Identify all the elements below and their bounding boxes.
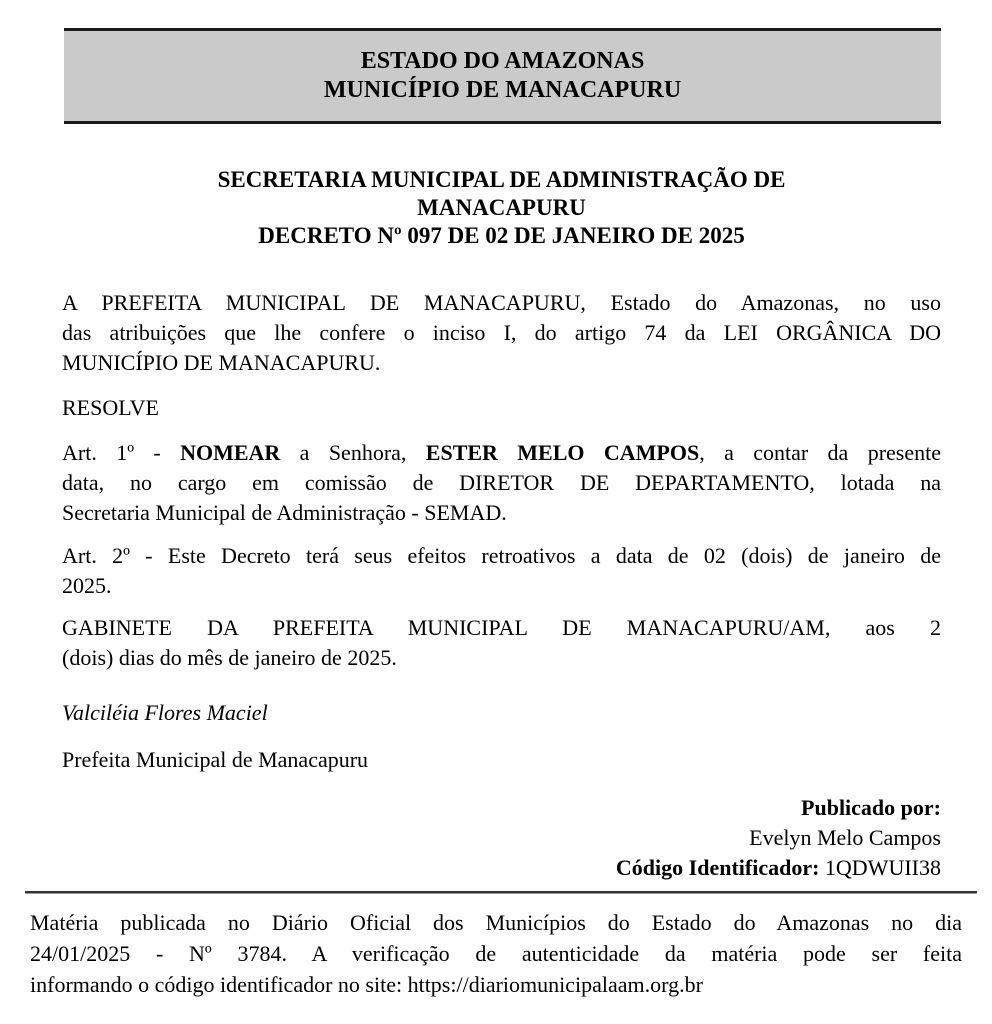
gabinete-paragraph: [62, 613, 941, 673]
decree-title-line: DECRETO Nº 097 DE 02 DE JANEIRO DE 2025: [258, 223, 745, 248]
publication-notice-line: 24/01/2025 - Nº 3784. A verificação de autenticidade da matéria pode ser feita: [30, 941, 962, 966]
appointee-name-bold: ESTER MELO CAMPOS: [425, 440, 700, 465]
signatory-name: Valciléia Flores Maciel: [62, 700, 268, 725]
publication-notice: [30, 907, 962, 1000]
article-1-prefix: Art. 1º -: [62, 440, 181, 465]
article-1-middle: a Senhora,: [280, 440, 426, 465]
decree-title: [62, 166, 941, 250]
published-by-label: Publicado por:: [801, 795, 941, 820]
article-1-line: Secretaria Municipal de Administração - SEMAD.: [62, 500, 507, 525]
municipality-name: MUNICÍPIO DE MANACAPURU: [323, 77, 682, 103]
article-1-suffix: , a contar da presente: [699, 440, 941, 465]
gabinete-line: (dois) dias do mês de janeiro de 2025.: [62, 645, 397, 670]
article-2-paragraph: [62, 541, 941, 601]
article-1-line: data, no cargo em comissão de DIRETOR DE DEPARTAMENTO, lotada na: [62, 470, 941, 495]
article-1-nomear-bold: NOMEAR: [180, 440, 281, 465]
signatory-role: Prefeita Municipal de Manacapuru: [62, 747, 369, 772]
article-1-paragraph: [62, 438, 941, 528]
decree-title-line: MANACAPURU: [417, 195, 586, 220]
preamble-line: MUNICÍPIO DE MANACAPURU.: [62, 350, 381, 375]
article-2-line: 2025.: [62, 573, 112, 598]
publication-notice-line: informando o código identificador no site: https://diariomunicipalaam.org.br: [30, 972, 703, 997]
decree-body: [62, 166, 941, 883]
identifier-code-line: [62, 853, 941, 883]
footer-divider: [25, 891, 977, 894]
article-1-line: [62, 438, 941, 468]
resolve-word: RESOLVE: [62, 395, 159, 420]
publication-info: [62, 793, 941, 883]
preamble-line: das atribuições que lhe confere o inciso I, do artigo 74 da LEI ORGÂNICA DO: [62, 320, 941, 345]
state-name: ESTADO DO AMAZONAS: [360, 48, 645, 74]
preamble-paragraph: [62, 288, 941, 378]
article-2-line: Art. 2º - Este Decreto terá seus efeitos retroativos a data de 02 (dois) de janeiro de: [62, 543, 941, 568]
gabinete-line: GABINETE DA PREFEITA MUNICIPAL DE MANACAPURU/AM, aos 2: [62, 615, 941, 640]
identifier-code-value: 1QDWUII38: [824, 855, 941, 880]
published-by-name: Evelyn Melo Campos: [749, 825, 941, 850]
publication-notice-line: Matéria publicada no Diário Oficial dos Municípios do Estado do Amazonas no dia: [30, 910, 962, 935]
preamble-line: A PREFEITA MUNICIPAL DE MANACAPURU, Estado do Amazonas, no uso: [62, 290, 941, 315]
identifier-code-label: Código Identificador:: [615, 855, 820, 880]
state-municipality-banner: [64, 28, 941, 124]
decree-title-line: SECRETARIA MUNICIPAL DE ADMINISTRAÇÃO DE: [217, 167, 786, 192]
